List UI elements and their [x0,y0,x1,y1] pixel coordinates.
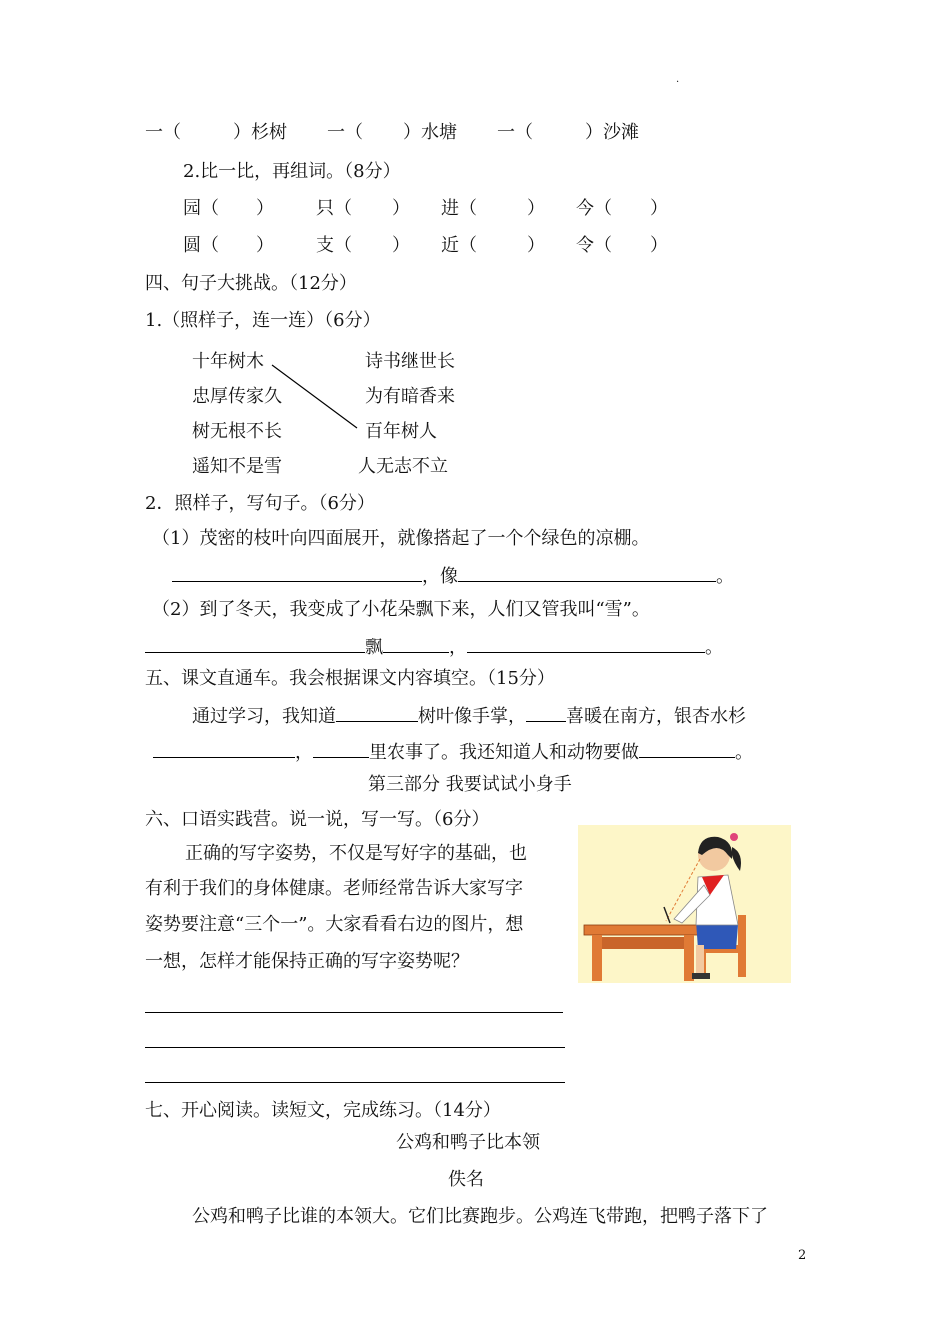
compare-cell: ） [392,235,410,256]
match-title: 1.（照样子，连一连）（6分） [145,310,381,331]
story-author: 佚名 [448,1169,484,1190]
sentence-title: 2．照样子，写句子。（6分） [145,493,375,514]
compare-cell: 只（ [316,198,352,219]
part-3-title: 第三部分 我要试试小身手 [368,774,572,795]
compare-cell: 令（ [576,235,612,256]
compare-title: 2.比一比，再组词。（8分） [183,161,401,182]
compare-cell: 进（ [441,198,477,219]
sentence-example-1: （1）茂密的枝叶向四面展开，就像搭起了一个个绿色的凉棚。 [152,528,650,549]
section-6-paragraph-line: 姿势要注意“三个一”。大家看看右边的图片，想 [145,914,524,935]
match-right-item: 为有暗香来 [365,386,455,407]
answer-blank[interactable] [526,703,566,722]
header-dot: . [676,74,680,85]
story-title: 公鸡和鸭子比本领 [396,1132,540,1153]
answer-blank[interactable] [313,739,369,758]
page-number: 2 [798,1248,807,1263]
match-right-item: 人无志不立 [358,456,448,477]
compare-cell: ） [256,235,274,256]
section-4-title: 四、句子大挑战。（12分） [145,273,357,294]
compare-cell: ） [256,198,274,219]
answer-line[interactable] [145,1047,565,1048]
answer-blank[interactable] [458,563,716,582]
match-left-item: 遥知不是雪 [192,456,282,477]
compare-cell: ） [650,235,668,256]
writing-posture-picture [578,825,791,983]
word-fill-row: 一（ ）杉树 一（ ）水塘 一（ ）沙滩 [145,122,639,143]
compare-cell: 今（ [576,198,612,219]
answer-blank[interactable] [145,634,365,653]
answer-line[interactable] [145,1012,563,1013]
text-fill-line-1: 通过学习，我知道 树叶像手掌， 喜暖在南方，银杏水杉 [192,703,746,729]
compare-cell: 近（ [441,235,477,256]
answer-blank[interactable] [467,634,705,653]
section-6-paragraph-line: 一想，怎样才能保持正确的写字姿势呢？ [145,951,469,972]
compare-cell: 圆（ [183,235,219,256]
section-5-title: 五、课文直通车。我会根据课文内容填空。（15分） [145,668,555,689]
compare-cell: ） [650,198,668,219]
compare-cell: 支（ [316,235,352,256]
text-fill-line-2: ， 里农事了。我还知道人和动物要做 。 [153,739,753,765]
match-right-item: 诗书继世长 [365,351,455,372]
answer-blank[interactable] [153,739,295,758]
match-left-item: 忠厚传家久 [192,386,282,407]
section-6-paragraph-line: 有利于我们的身体健康。老师经常告诉大家写字 [145,878,523,899]
match-left-item: 树无根不长 [192,421,282,442]
answer-blank[interactable] [383,634,449,653]
sentence-answer-2: 飘 ， 。 [145,634,723,660]
sentence-example-2: （2）到了冬天，我变成了小花朵飘下来，人们又管我叫“雪”。 [152,599,650,620]
answer-line[interactable] [145,1082,565,1083]
section-6-title: 六、口语实践营。说一说，写一写。（6分） [145,809,490,830]
sentence-answer-1: ，像 。 [172,563,734,589]
section-6-paragraph-line: 正确的写字姿势，不仅是写好字的基础，也 [185,843,527,864]
compare-cell: ） [527,235,545,256]
answer-blank[interactable] [336,703,418,722]
match-right-item: 百年树人 [365,421,437,442]
answer-blank[interactable] [172,563,422,582]
compare-cell: 园（ [183,198,219,219]
match-left-item: 十年树木 [192,351,264,372]
story-first-line: 公鸡和鸭子比谁的本领大。它们比赛跑步。公鸡连飞带跑，把鸭子落下了 [192,1206,768,1227]
answer-blank[interactable] [639,739,735,758]
section-7-title: 七、开心阅读。读短文，完成练习。（14分） [145,1100,501,1121]
compare-cell: ） [527,198,545,219]
compare-cell: ） [392,198,410,219]
